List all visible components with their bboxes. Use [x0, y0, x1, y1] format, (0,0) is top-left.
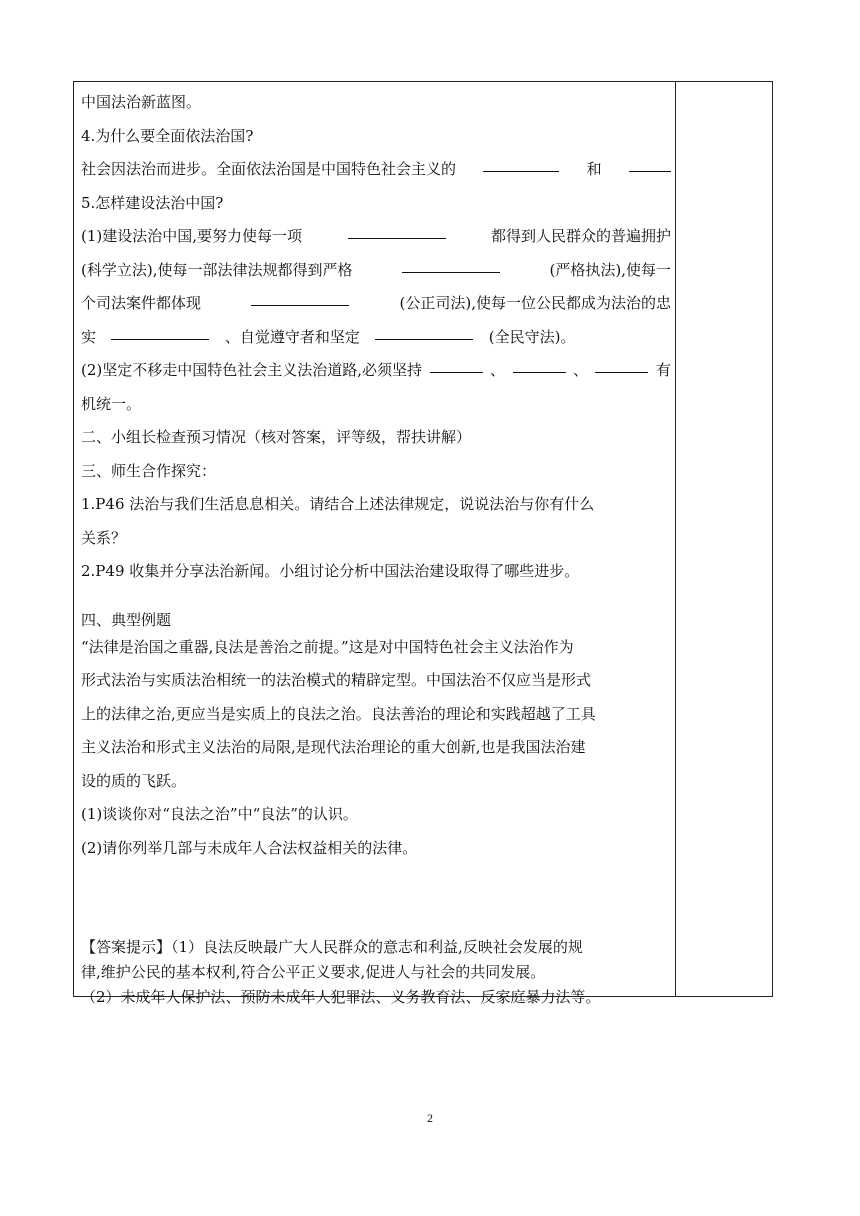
- question-4: 4.为什么要全面依法治国?: [81, 126, 254, 145]
- answer-blank[interactable]: [595, 354, 648, 373]
- text-line: 1.P46 法治与我们生活息息相关。请结合上述法律规定，说说法治与你有什么: [81, 495, 595, 513]
- section-heading: 二、小组长检查预习情况（核对答案，评等级，帮扶讲解）: [81, 428, 472, 446]
- text-line: 主义法治和形式主义法治的局限,是现代法治理论的重大创新,也是我国法治建: [81, 738, 586, 756]
- text-line: 关系？: [81, 528, 127, 547]
- text-line: 上的法律之治,更应当是实质上的良法之治。良法善治的理论和实践超越了工具: [81, 704, 596, 723]
- text-line: 机统一。: [81, 394, 142, 413]
- answer-blank[interactable]: [402, 254, 500, 273]
- page-number: 2: [427, 1111, 433, 1125]
- text-line: 中国法治新蓝图。: [81, 93, 202, 111]
- text-line: 形式法治与实质法治相统一的法治模式的精辟定型。中国法治不仅应当是形式: [81, 671, 592, 689]
- answer-line: （2）未成年人保护法、预防未成年人犯罪法、义务教育法、反家庭暴力法等。: [81, 988, 601, 1006]
- text-line: 社会因法治而进步。全面依法治国是中国特色社会主义的 和: [81, 153, 671, 187]
- answer-blank[interactable]: [513, 354, 566, 373]
- section-heading: 四、典型例题: [81, 610, 172, 629]
- text-line: (科学立法),使每一部法律法规都得到严格 (严格执法),使每一: [81, 254, 671, 288]
- text-line: 实 、自觉遵守者和坚定 (全民守法)。: [81, 321, 671, 355]
- question-line: (1)谈谈你对“良法之治”中“良法”的认识。: [81, 805, 358, 823]
- text-line: 设的质的飞跃。: [81, 771, 187, 790]
- question-line: (2)请你列举几部与未成年人合法权益相关的法律。: [81, 838, 418, 857]
- answer-blank[interactable]: [348, 220, 446, 239]
- answer-blank[interactable]: [483, 153, 559, 172]
- answer-blank[interactable]: [375, 321, 473, 340]
- text-line: 2.P49 收集并分享法治新闻。小组讨论分析中国法治建设取得了哪些进步。: [81, 562, 580, 580]
- answer-blank[interactable]: [251, 287, 349, 306]
- text-line: (2)坚定不移走中国特色社会主义法治道路,必须坚持 、 、 有: [81, 354, 671, 388]
- answer-blank[interactable]: [629, 153, 671, 172]
- text-line: “法律是治国之重器,良法是善治之前提。”这是对中国特色社会主义法治作为: [81, 637, 574, 656]
- answer-blank[interactable]: [111, 321, 209, 340]
- text-line: (1)建设法治中国,要努力使每一项 都得到人民群众的普遍拥护: [81, 220, 671, 254]
- answer-hint: [81, 935, 671, 1010]
- answer-line: 律,维护公民的基本权利,符合公平正义要求,促进人与社会的共同发展。: [81, 963, 546, 981]
- answer-line: 【答案提示】（1）良法反映最广大人民群众的意志和利益,反映社会发展的规: [81, 938, 583, 956]
- question-5: 5.怎样建设法治中国?: [81, 193, 224, 212]
- column-divider: [675, 81, 676, 997]
- worksheet-content: [81, 86, 671, 1010]
- text-line: 个司法案件都体现 (公正司法),使每一位公民都成为法治的忠: [81, 287, 671, 321]
- answer-blank[interactable]: [430, 354, 483, 373]
- section-heading: 三、师生合作探究：: [81, 461, 217, 480]
